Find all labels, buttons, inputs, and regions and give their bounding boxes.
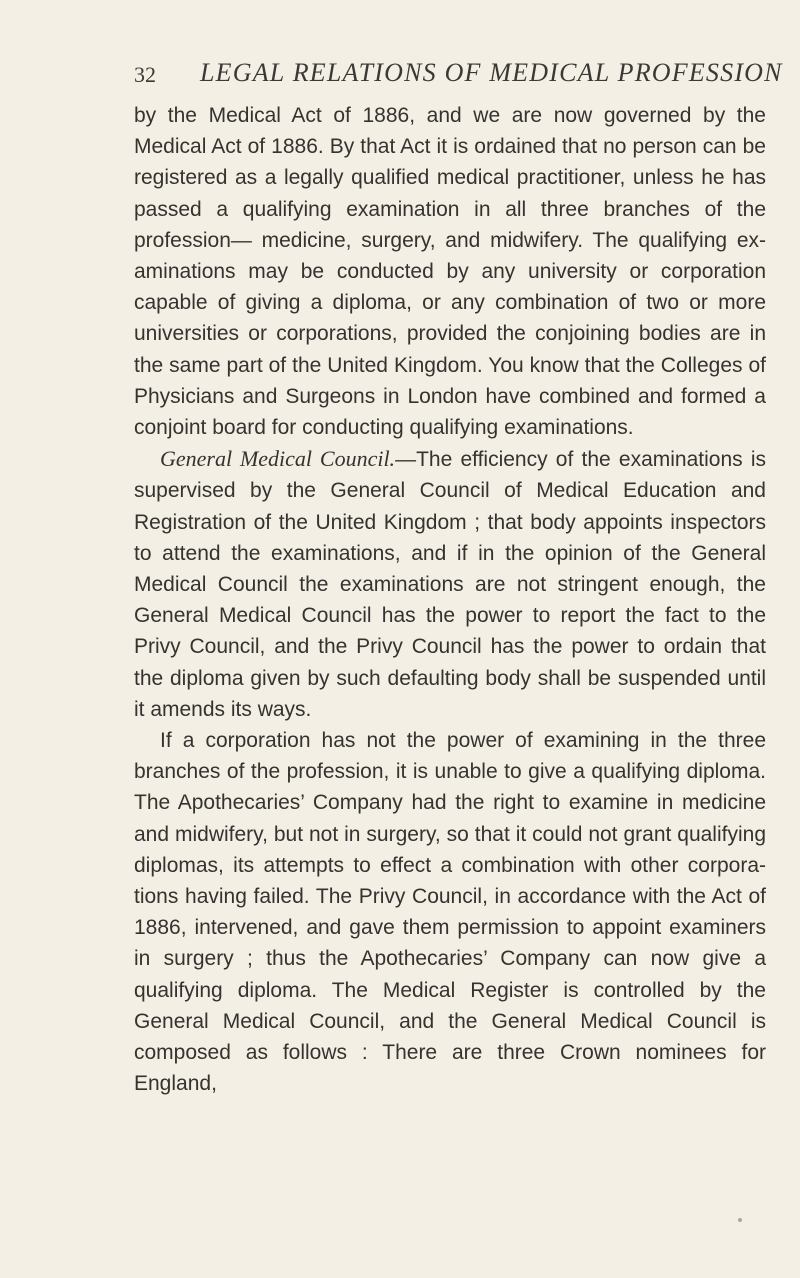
page-number: 32 xyxy=(134,62,156,87)
paper-speck xyxy=(738,1218,742,1222)
paragraph-2-text: —The efficiency of the examinations is supervised by the General Council of Medical Education and Registration of the United Kingdom ; that body appoints inspectors to attend the examinations, and if in the opinion of the General Medical Council the examinations are not stringent enough, the General Medical Council has the power to report the fact to the Privy Council, and the Privy Council has the power to ordain that the diploma given by such defaulting body shall be suspended until it amends its ways. xyxy=(134,448,766,721)
page-body xyxy=(134,100,766,1100)
page-header xyxy=(0,58,800,90)
paragraph-1: by the Medical Act of 1886, and we are now governed by the Medical Act of 1886. By that Act it is ordained that no person can be registered as a legally qualified medical practitioner, unless he has passed a qualifying examination in all three branches of the profession— medicine, surgery, and midwifery. The qualifying examinations may be conducted by any university or corporation capable of giving a diploma, or any combination of two or more universities or corporations, provided the conjoining bodies are in the same part of the United Kingdom. You know that the Colleges of Physicians and Surgeons in London have combined and formed a conjoint board for conducting qualifying examinations. xyxy=(134,104,766,440)
running-head: LEGAL RELATIONS OF MEDICAL PROFESSION xyxy=(200,58,783,87)
section-heading-general-medical-council: General Medical Council. xyxy=(160,446,396,472)
paragraph-2 xyxy=(134,443,766,725)
paragraph-3: If a corporation has not the power of examining in the three branches of the profession, it is unable to give a qualifying diploma. The Apothecaries’ Company had the right to examine in medicine and midwifery, but not in surgery, so that it could not grant qualifying diplomas, its attempts to effect a combination with other corporations having failed. The Privy Council, in accordance with the Act of 1886, intervened, and gave them permission to appoint examiners in surgery ; thus the Apothecaries’ Company can now give a qualifying diploma. The Medical Register is controlled by the General Medical Council, and the General Medical Council is composed as follows : There are three Crown nominees for England, xyxy=(134,729,766,1096)
